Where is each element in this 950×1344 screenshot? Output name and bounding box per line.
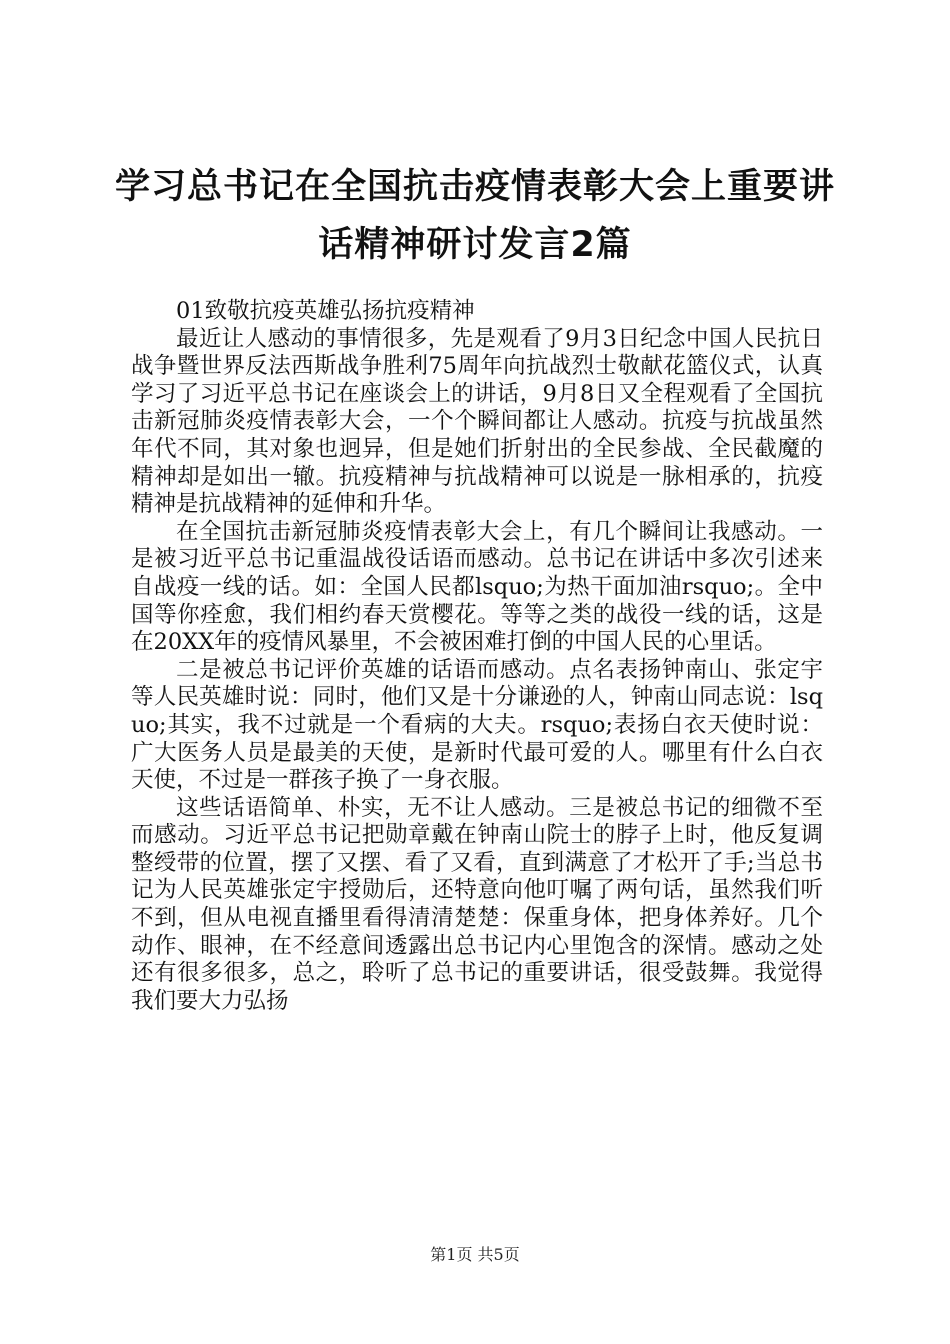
paragraph: 最近让人感动的事情很多，先是观看了9月3日纪念中国人民抗日战争暨世界反法西斯战争胜利75周年向抗战烈士敬献花篮仪式，认真学习了习近平总书记在座谈会上的讲话，9月8日又全程观看了全国抗击新冠肺炎疫情表彰大会，一个个瞬间都让人感动。抗疫与抗战虽然年代不同，其对象也迥异，但是她们折射出的全民参战、全民截魔的精神却是如出一辙。抗疫精神与抗战精神可以说是一脉相承的，抗疫精神是抗战精神的延伸和升华。: [131, 325, 823, 518]
section-heading: 01致敬抗疫英雄弘扬抗疫精神: [176, 298, 475, 324]
paragraph: 二是被总书记评价英雄的话语而感动。点名表扬钟南山、张定宇等人民英雄时说：同时，他们又是十分谦逊的人，钟南山同志说：lsquo;其实，我不过就是一个看病的大夫。rsquo;表扬白衣天使时说：广大医务人员是最美的天使，是新时代最可爱的人。哪里有什么白衣天使，不过是一群孩子换了一身衣服。: [131, 656, 823, 794]
page-number-footer: 第1页 共5页: [430, 1245, 520, 1264]
document-title: 学习总书记在全国抗击疫情表彰大会上重要讲话精神研讨发言2篇: [114, 167, 835, 265]
paragraph: 在全国抗击新冠肺炎疫情表彰大会上，有几个瞬间让我感动。一是被习近平总书记重温战役话语而感动。总书记在讲话中多次引述来自战疫一线的话。如：全国人民都lsquo;为热干面加油rsquo;。全中国等你痊愈，我们相约春天赏樱花。等等之类的战役一线的话，这是在20XX年的疫情风暴里，不会被困难打倒的中国人民的心里话。: [131, 518, 823, 656]
document-body: [131, 298, 823, 1015]
paragraph: 这些话语简单、朴实，无不让人感动。三是被总书记的细微不至而感动。习近平总书记把勋章戴在钟南山院士的脖子上时，他反复调整绶带的位置，摆了又摆、看了又看，直到满意了才松开了手;当总书记为人民英雄张定宇授勋后，还特意向他叮嘱了两句话，虽然我们听不到，但从电视直播里看得清清楚楚：保重身体，把身体养好。几个动作、眼神，在不经意间透露出总书记内心里饱含的深情。感动之处还有很多很多，总之，聆听了总书记的重要讲话，很受鼓舞。我觉得我们要大力弘扬: [131, 794, 823, 1014]
